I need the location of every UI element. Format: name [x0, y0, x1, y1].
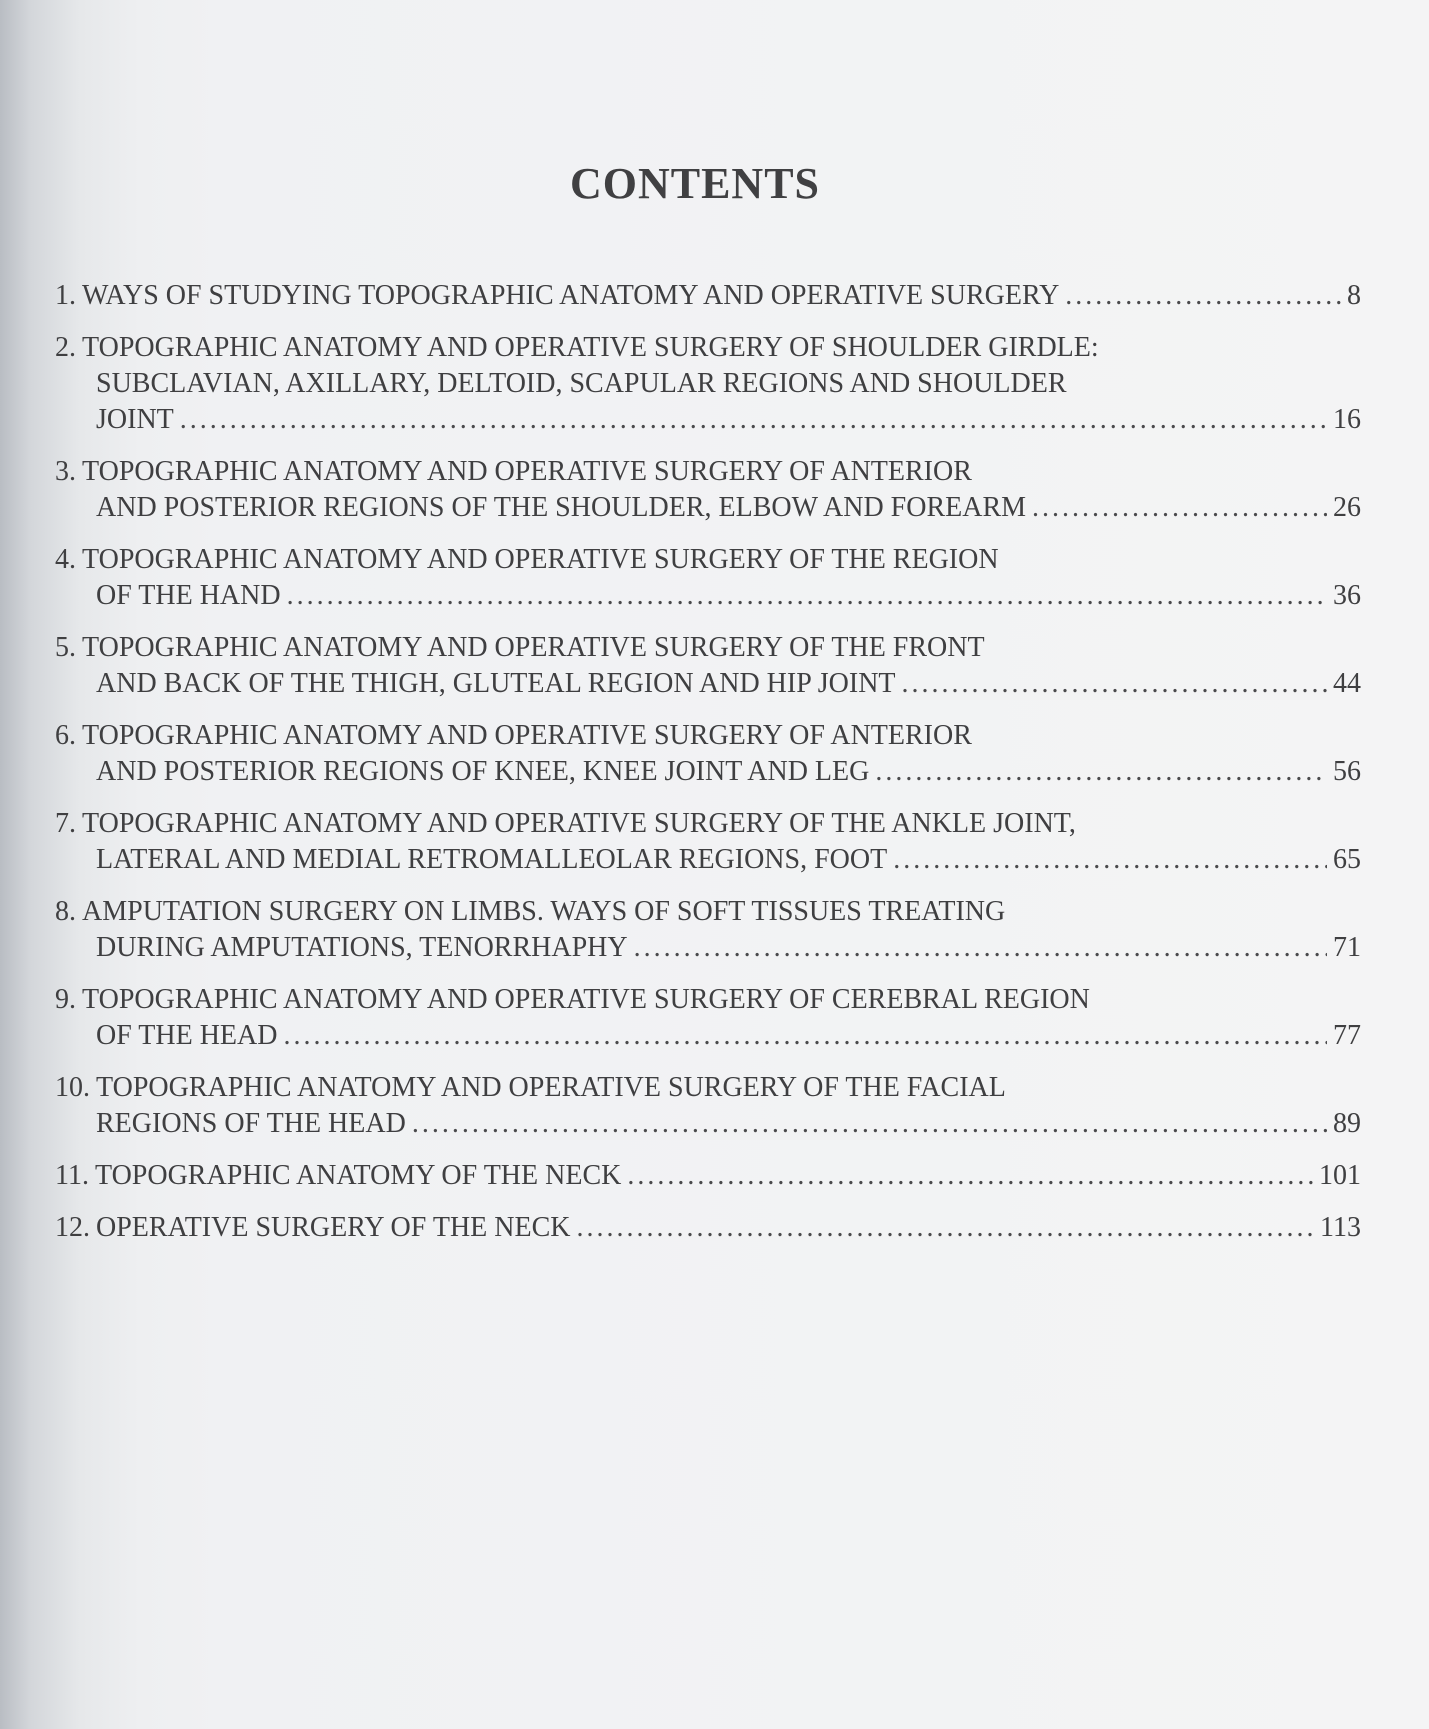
toc-entry-number: 5. — [55, 632, 76, 663]
toc-entry-continuation: DURING AMPUTATIONS, TENORRHAPHY — [96, 932, 628, 963]
toc-entry-title: TOPOGRAPHIC ANATOMY AND OPERATIVE SURGERY OF CEREBRAL REGION — [82, 984, 1090, 1015]
toc-entry-first-line — [55, 630, 1361, 666]
toc-entry-continuation: AND POSTERIOR REGIONS OF KNEE, KNEE JOINT AND LEG — [96, 756, 870, 787]
toc-entry-number: 11. — [55, 1160, 89, 1191]
toc-page-number: 65 — [1333, 844, 1361, 875]
toc-entry-first-line — [55, 982, 1361, 1018]
toc-entry-number: 1. — [55, 280, 76, 311]
table-of-contents — [55, 278, 1361, 1262]
toc-entry-continuation: AND POSTERIOR REGIONS OF THE SHOULDER, ELBOW AND FOREARM — [96, 492, 1027, 523]
toc-entry-title: WAYS OF STUDYING TOPOGRAPHIC ANATOMY AND OPERATIVE SURGERY — [82, 280, 1060, 311]
toc-entry-number: 12. — [55, 1212, 90, 1243]
toc-entry-title: TOPOGRAPHIC ANATOMY AND OPERATIVE SURGERY OF THE REGION — [82, 544, 999, 575]
toc-entry-number: 9. — [55, 984, 76, 1015]
toc-entry — [55, 1158, 1361, 1194]
toc-entry-continuation: OF THE HEAD — [96, 1020, 278, 1051]
toc-entry-last-line — [55, 754, 1361, 790]
toc-entry-first-line — [55, 542, 1361, 578]
toc-entry — [55, 278, 1361, 314]
toc-entry-last-line — [55, 402, 1361, 438]
toc-leader-dots — [893, 842, 1327, 878]
toc-page-number: 8 — [1347, 280, 1361, 311]
toc-entry-last-line — [55, 666, 1361, 702]
toc-leader-dots — [634, 930, 1327, 966]
toc-leader-dots — [1032, 490, 1327, 526]
toc-leader-dots — [283, 1018, 1327, 1054]
toc-entry-title: TOPOGRAPHIC ANATOMY AND OPERATIVE SURGERY OF THE ANKLE JOINT, — [82, 808, 1076, 839]
toc-entry-last-line — [55, 1018, 1361, 1054]
toc-leader-dots — [1065, 278, 1341, 314]
toc-page-number: 71 — [1333, 932, 1361, 963]
toc-entry-continuation: OF THE HAND — [96, 580, 281, 611]
toc-entry-first-line — [55, 454, 1361, 490]
toc-entry-number: 4. — [55, 544, 76, 575]
toc-entry — [55, 330, 1361, 438]
toc-entry-last-line — [55, 578, 1361, 614]
toc-page-number: 26 — [1333, 492, 1361, 523]
toc-entry-title: TOPOGRAPHIC ANATOMY OF THE NECK — [94, 1160, 622, 1191]
toc-entry-title: TOPOGRAPHIC ANATOMY AND OPERATIVE SURGERY OF SHOULDER GIRDLE: — [82, 332, 1099, 363]
toc-entry — [55, 1070, 1361, 1142]
toc-leader-dots — [576, 1210, 1314, 1246]
toc-entry-continuation: JOINT — [96, 404, 174, 435]
toc-entry-title: OPERATIVE SURGERY OF THE NECK — [96, 1212, 571, 1243]
toc-entry-title: TOPOGRAPHIC ANATOMY AND OPERATIVE SURGERY OF ANTERIOR — [82, 456, 972, 487]
toc-leader-dots — [627, 1158, 1313, 1194]
toc-entry-first-line — [55, 1158, 1361, 1194]
toc-entry-continuation: REGIONS OF THE HEAD — [96, 1108, 406, 1139]
toc-entry-number: 10. — [55, 1072, 90, 1103]
toc-entry — [55, 982, 1361, 1054]
page-title: CONTENTS — [569, 159, 821, 208]
toc-entry-first-line — [55, 330, 1361, 366]
toc-entry-number: 2. — [55, 332, 76, 363]
toc-entry — [55, 542, 1361, 614]
toc-entry — [55, 1210, 1361, 1246]
toc-entry-first-line — [55, 1070, 1361, 1106]
toc-entry — [55, 894, 1361, 966]
toc-entry — [55, 806, 1361, 878]
toc-page-number: 36 — [1333, 580, 1361, 611]
toc-entry-first-line — [55, 718, 1361, 754]
toc-entry-first-line — [55, 806, 1361, 842]
toc-entry-first-line — [55, 278, 1361, 314]
toc-entry-continuation: AND BACK OF THE THIGH, GLUTEAL REGION AND HIP JOINT — [96, 668, 896, 699]
toc-leader-dots — [902, 666, 1327, 702]
toc-leader-dots — [875, 754, 1327, 790]
toc-entry-last-line — [55, 490, 1361, 526]
toc-entry-last-line — [55, 930, 1361, 966]
toc-page-number: 101 — [1319, 1160, 1361, 1191]
toc-entry-first-line — [55, 894, 1361, 930]
toc-page-number: 77 — [1333, 1020, 1361, 1051]
toc-entry-number: 3. — [55, 456, 76, 487]
toc-entry — [55, 454, 1361, 526]
toc-entry-number: 6. — [55, 720, 76, 751]
toc-entry-title: TOPOGRAPHIC ANATOMY AND OPERATIVE SURGERY OF ANTERIOR — [82, 720, 972, 751]
toc-page-number: 56 — [1333, 756, 1361, 787]
toc-entry-first-line — [55, 1210, 1361, 1246]
toc-leader-dots — [287, 578, 1327, 614]
toc-leader-dots — [412, 1106, 1327, 1142]
toc-entry-last-line — [55, 842, 1361, 878]
toc-page-number: 89 — [1333, 1108, 1361, 1139]
toc-entry-title: AMPUTATION SURGERY ON LIMBS. WAYS OF SOFT TISSUES TREATING — [82, 896, 1006, 927]
toc-entry-last-line — [55, 1106, 1361, 1142]
toc-page-number: 113 — [1320, 1212, 1361, 1243]
toc-entry-continuation: LATERAL AND MEDIAL RETROMALLEOLAR REGIONS, FOOT — [96, 844, 888, 875]
toc-entry-continuation: SUBCLAVIAN, AXILLARY, DELTOID, SCAPULAR REGIONS AND SHOULDER — [96, 368, 1067, 399]
toc-entry — [55, 718, 1361, 790]
toc-entry-number: 7. — [55, 808, 76, 839]
toc-entry-title: TOPOGRAPHIC ANATOMY AND OPERATIVE SURGERY OF THE FACIAL — [96, 1072, 1006, 1103]
toc-entry-number: 8. — [55, 896, 76, 927]
toc-page-number: 44 — [1333, 668, 1361, 699]
toc-page-number: 16 — [1333, 404, 1361, 435]
toc-entry — [55, 630, 1361, 702]
toc-leader-dots — [180, 402, 1327, 438]
toc-entry-title: TOPOGRAPHIC ANATOMY AND OPERATIVE SURGERY OF THE FRONT — [82, 632, 985, 663]
